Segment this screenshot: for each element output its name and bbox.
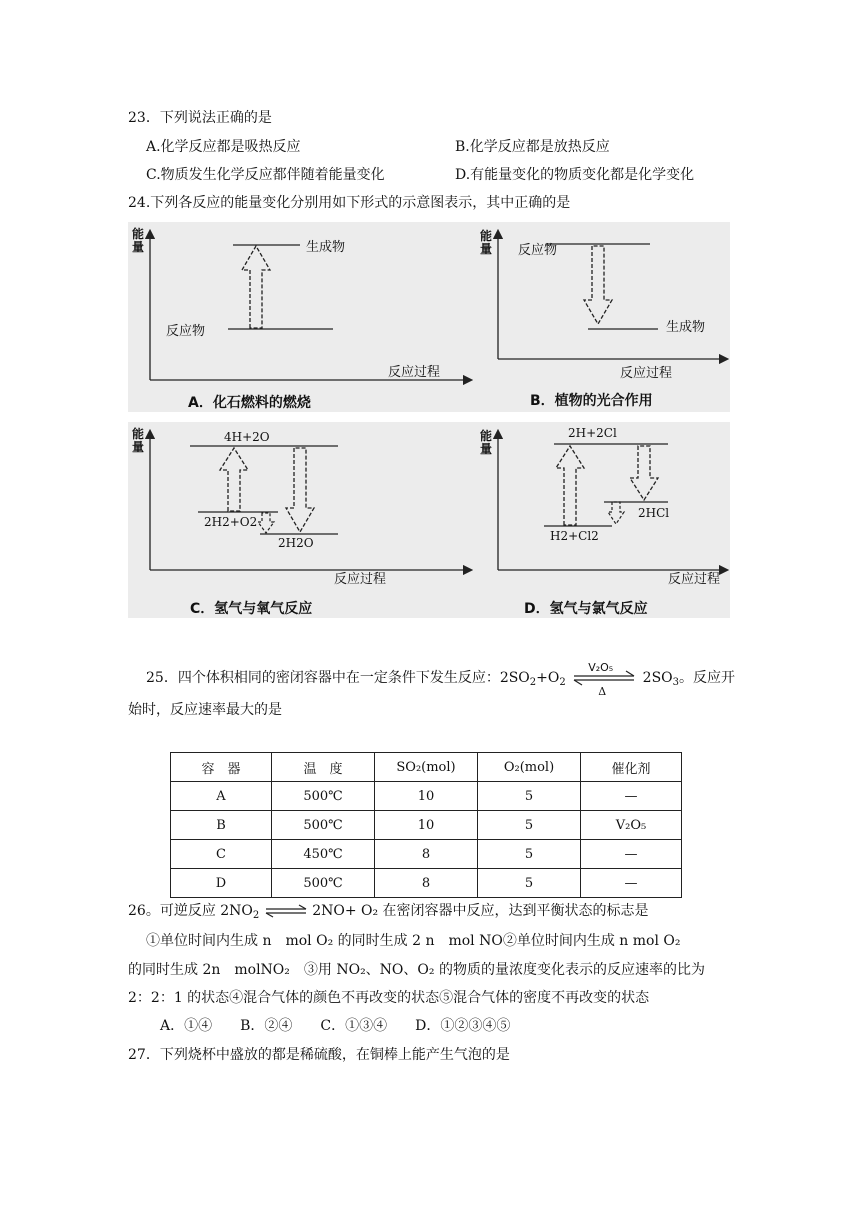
table-cell: 500℃ [272,782,375,811]
upper-level-label: 生成物 [306,240,346,255]
low-level-label: 2H2O [278,536,314,550]
reversible-arrow-catalyst [570,661,638,698]
diagram-caption: D．氢气与氯气反应 [524,601,648,617]
table-cell: — [581,840,682,869]
q25-stem-post: 。反应开 [679,670,736,686]
upper-level-label: 反应物 [518,243,558,258]
q26-line2: 的同时生成 2n molNO₂ ③用 NO₂、NO、O₂ 的物质的量浓度变化表示的反应速率的比为 [128,962,705,978]
x-axis-label: 反应过程 [620,366,673,381]
table-cell: C [171,840,272,869]
table-cell: — [581,869,682,898]
table-cell: A [171,782,272,811]
x-axis-label: 反应过程 [334,572,387,587]
reaction-conditions-table [170,752,682,898]
header-catalyst: 催化剂 [581,753,682,782]
header-container: 容 器 [171,753,272,782]
top-level-label: 4H+2O [224,430,270,444]
q26-stem-post: 2NO+ O₂ 在密闭容器中反应，达到平衡状态的标志是 [312,903,649,919]
q25-stem-line1: 25．四个体积相同的密闭容器中在一定条件下发生反应：$2SO_2+O_2$ V₂O₅ Δ $2SO_3$。反应开 [146,668,735,693]
header-so2: SO₂(mol) [375,753,478,782]
table-row [171,840,682,869]
energy-axis-label: 能量 [480,229,493,256]
table-cell: 450℃ [272,840,375,869]
table-cell: 5 [478,811,581,840]
q26-stem-pre: 26。可逆反应 2NO [128,903,253,919]
energy-axis-label: 能量 [132,427,145,454]
table-row [171,782,682,811]
table-cell: 5 [478,869,581,898]
diagram-caption: A．化石燃料的燃烧 [188,395,311,411]
q23-option-d: D.有能量变化的物质变化都是化学变化 [455,167,695,183]
table-cell: 500℃ [272,869,375,898]
q23-option-b: B.化学反应都是放热反应 [455,139,610,155]
table-row [171,811,682,840]
energy-diagram-d [480,422,730,618]
table-cell: 5 [478,782,581,811]
table-cell: 10 [375,811,478,840]
q26-line3: 2：2：1 的状态④混合气体的颜色不再改变的状态⑤混合气体的密度不再改变的状态 [128,990,650,1006]
table-cell: 10 [375,782,478,811]
diagram-caption: C．氢气与氧气反应 [190,601,313,617]
header-temperature: 温 度 [272,753,375,782]
table-cell: — [581,782,682,811]
energy-axis-label: 能量 [480,429,493,456]
table-cell: B [171,811,272,840]
diagram-caption: B．植物的光合作用 [530,393,653,409]
q25-stem-mid: +O [536,670,560,686]
table-cell: 8 [375,869,478,898]
lower-level-label: 生成物 [666,320,706,335]
top-level-label: 2H+2Cl [568,426,617,440]
q25-product: 2SO [642,670,673,686]
catalyst-label: V₂O₅ [588,661,614,674]
low-level-label: H2+Cl2 [550,529,599,543]
header-o2: O₂(mol) [478,753,581,782]
q26-line1: ①单位时间内生成 n mol O₂ 的同时生成 2 n mol NO②单位时间内生成 n mol O₂ [146,933,681,949]
energy-diagram-c [128,422,488,618]
table-cell: 5 [478,840,581,869]
heat-symbol: Δ [598,685,607,698]
q23-option-a: A.化学反应都是吸热反应 [146,139,301,155]
table-cell: 500℃ [272,811,375,840]
energy-diagram-a [128,222,488,412]
energy-axis-label: 能量 [132,227,145,254]
q25-stem-line2: 始时，反应速率最大的是 [128,702,282,718]
mid-level-label: 2H2+O2 [204,515,258,529]
x-axis-label: 反应过程 [388,365,441,380]
mid-level-label: 2HCl [638,506,670,520]
q26-stem: 26。可逆反应 $2NO_2$ 2NO+ O₂ 在密闭容器中反应，达到平衡状态的标志是 [128,903,649,921]
q25-stem-pre: 25．四个体积相同的密闭容器中在一定条件下发生反应：2SO [146,670,530,686]
q23-option-c: C.物质发生化学反应都伴随着能量变化 [146,167,385,183]
q26-options: A．①④ B．②④ C．①③④ D．①②③④⑤ [160,1018,511,1034]
q27-stem: 27．下列烧杯中盛放的都是稀硫酸，在铜棒上能产生气泡的是 [128,1047,510,1063]
lower-level-label: 反应物 [166,324,206,339]
table-header-row [171,753,682,782]
q24-stem: 24.下列各反应的能量变化分别用如下形式的示意图表示，其中正确的是 [128,195,571,211]
q23-stem: 23．下列说法正确的是 [128,110,272,126]
table-cell: V₂O₅ [581,811,682,840]
table-cell: 8 [375,840,478,869]
table-row [171,869,682,898]
equilibrium-arrow-icon [264,904,308,918]
energy-diagram-b [480,222,730,412]
x-axis-label: 反应过程 [668,572,721,587]
table-cell: D [171,869,272,898]
